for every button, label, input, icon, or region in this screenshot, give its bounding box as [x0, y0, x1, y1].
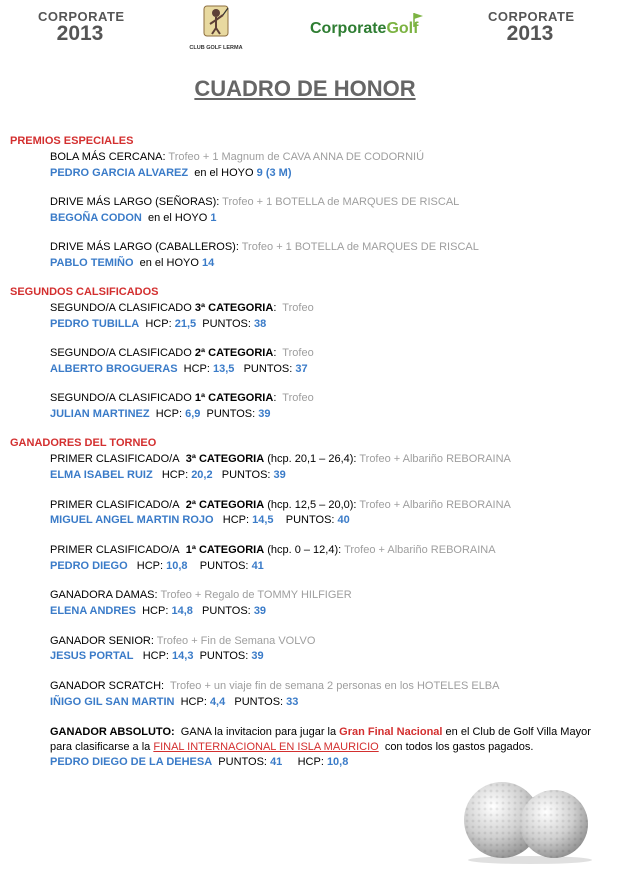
award-desc: Trofeo + Regalo de TOMMY HILFIGER: [160, 589, 352, 601]
points-label: PUNTOS:: [218, 756, 267, 768]
award-line: [50, 680, 499, 692]
hcp-value: 4,4: [209, 696, 226, 708]
award-line: [50, 589, 352, 601]
award-desc: Trofeo + Fin de Semana VOLVO: [156, 635, 316, 647]
flag-icon: [412, 12, 424, 28]
award-label: GANADOR SCRATCH:: [50, 680, 165, 692]
winner-line: [50, 605, 266, 617]
hcp-value: 14,8: [171, 605, 193, 617]
hcp-value: 21,5: [174, 318, 197, 330]
winner-name: PEDRO DIEGO: [50, 560, 128, 572]
final-internacional: FINAL INTERNACIONAL EN ISLA MAURICIO: [153, 741, 379, 753]
winner-line: [50, 167, 291, 179]
points-label: PUNTOS:: [234, 696, 284, 708]
corporate-label: CORPORATE: [488, 9, 575, 24]
hcp-label: HCP:: [155, 408, 183, 420]
category: 3ª CATEGORIA: [194, 302, 274, 314]
award-label: GANADOR SENIOR:: [50, 635, 154, 647]
award-prefix: SEGUNDO/A CLASIFICADO: [50, 392, 192, 404]
points-label: PUNTOS:: [202, 605, 251, 617]
winner-name: BEGOÑA CODON: [50, 212, 142, 224]
hoyo-label: en el HOYO: [139, 257, 199, 269]
corporate-logo-left: [38, 9, 125, 45]
points-label: PUNTOS:: [221, 469, 271, 481]
brand-part1: Corporate: [310, 20, 387, 37]
points-label: PUNTOS:: [243, 363, 293, 375]
points-value: 40: [337, 514, 350, 526]
award-prefix: PRIMER CLASIFICADO/A: [50, 453, 180, 465]
hcp-label: HCP:: [142, 605, 169, 617]
points-value: 39: [253, 605, 267, 617]
brand-part2: Golf: [386, 20, 419, 37]
hcp-range: (hcp. 12,5 – 20,0):: [267, 499, 357, 511]
colon: :: [273, 347, 277, 359]
winner-name: PABLO TEMIÑO: [50, 257, 134, 269]
award-desc: Trofeo: [282, 347, 314, 359]
points-value: 39: [251, 650, 264, 662]
award-desc: Trofeo + Albariño REBORAINA: [359, 453, 511, 465]
award-desc: Trofeo: [282, 302, 314, 314]
corporate-year: 2013: [506, 22, 554, 45]
hoyo-label: en el HOYO: [148, 212, 208, 224]
winner-name: JESUS PORTAL: [50, 650, 134, 662]
award-desc: Trofeo: [282, 392, 314, 404]
hcp-value: 10,8: [166, 560, 188, 572]
corporate-logo-right: [488, 9, 575, 45]
hoyo-label: en el HOYO: [194, 167, 254, 179]
absolute-winner-line1: [50, 726, 591, 738]
hcp-label: HCP:: [180, 696, 207, 708]
hcp-label: HCP:: [161, 469, 189, 481]
winner-line: [50, 696, 298, 708]
award-label: DRIVE MÁS LARGO (CABALLEROS):: [50, 241, 239, 253]
award-prefix: SEGUNDO/A CLASIFICADO: [50, 302, 192, 314]
hcp-label: HCP:: [145, 318, 172, 330]
hcp-label: HCP:: [222, 514, 250, 526]
section-heading-ganadores: GANADORES DEL TORNEO: [10, 437, 157, 449]
winner-name: ELMA ISABEL RUIZ: [50, 469, 153, 481]
award-line: [50, 151, 424, 163]
award-desc: Trofeo + un viaje fin de semana 2 personas en los HOTELES ELBA: [170, 680, 500, 692]
winner-name: PEDRO GARCIA ALVAREZ: [50, 167, 189, 179]
absolute-winner-line3: [50, 756, 348, 768]
hcp-label: HCP:: [297, 756, 324, 768]
absolute-text: GANA la invitacion para jugar la: [180, 726, 337, 738]
winner-name: PEDRO TUBILLA: [50, 318, 140, 330]
points-label: PUNTOS:: [202, 318, 251, 330]
corporate-label: CORPORATE: [38, 9, 125, 24]
hcp-value: 14,5: [252, 514, 274, 526]
award-label: DRIVE MÁS LARGO (SEÑORAS):: [50, 196, 220, 208]
colon: :: [273, 302, 277, 314]
corporate-year: 2013: [56, 22, 104, 45]
winner-name: PEDRO DIEGO DE LA DEHESA: [50, 756, 213, 768]
award-label: BOLA MÁS CERCANA:: [50, 151, 166, 163]
hcp-value: 10,8: [326, 756, 349, 768]
award-line: [50, 499, 511, 511]
hoyo-value: 14: [202, 257, 215, 269]
points-value: 41: [251, 560, 264, 572]
category: 2ª CATEGORIA: [194, 347, 274, 359]
absolute-winner-line2: [50, 741, 533, 753]
hcp-value: 20,2: [191, 469, 213, 481]
award-line: [50, 241, 479, 253]
award-desc: Trofeo + 1 Magnum de CAVA ANNA DE CODORNIÚ: [168, 151, 425, 163]
winner-name: MIGUEL ANGEL MARTIN ROJO: [50, 514, 214, 526]
winner-line: [50, 650, 264, 662]
points-value: 33: [286, 696, 299, 708]
absolute-text: para clasificarse a la: [50, 741, 151, 753]
hcp-label: HCP:: [142, 650, 169, 662]
points-label: PUNTOS:: [199, 650, 249, 662]
award-prefix: PRIMER CLASIFICADO/A: [50, 499, 180, 511]
award-line: [50, 635, 315, 647]
award-desc: Trofeo + 1 BOTELLA de MARQUES DE RISCAL: [241, 241, 479, 253]
absolute-label: GANADOR ABSOLUTO:: [50, 726, 175, 738]
hcp-value: 14,3: [172, 650, 194, 662]
winner-line: [50, 212, 217, 224]
points-value: 41: [270, 756, 283, 768]
category: 1ª CATEGORIA: [185, 544, 265, 556]
hcp-value: 13,5: [213, 363, 235, 375]
winner-name: ELENA ANDRES: [50, 605, 136, 617]
award-label: GANADORA DAMAS:: [50, 589, 158, 601]
points-value: 37: [295, 363, 308, 375]
points-value: 38: [254, 318, 267, 330]
award-line: [50, 302, 314, 314]
award-line: [50, 544, 496, 556]
absolute-text: con todos los gastos pagados.: [384, 741, 534, 753]
category: 2ª CATEGORIA: [185, 499, 265, 511]
golfer-icon: [186, 2, 246, 40]
award-line: [50, 196, 459, 208]
winner-line: [50, 257, 214, 269]
award-line: [50, 453, 511, 465]
award-prefix: PRIMER CLASIFICADO/A: [50, 544, 180, 556]
award-line: [50, 392, 314, 404]
hcp-label: HCP:: [136, 560, 164, 572]
award-line: [50, 347, 314, 359]
winner-line: [50, 363, 308, 375]
award-desc: Trofeo + Albariño REBORAINA: [344, 544, 496, 556]
page-title: CUADRO DE HONOR: [194, 76, 416, 101]
golf-balls-icon: [458, 776, 598, 864]
hcp-range: (hcp. 0 – 12,4):: [267, 544, 342, 556]
award-desc: Trofeo + 1 BOTELLA de MARQUES DE RISCAL: [222, 196, 460, 208]
hcp-value: 6,9: [185, 408, 201, 420]
colon: :: [273, 392, 277, 404]
club-name: CLUB GOLF LERMA: [189, 45, 243, 51]
winner-line: [50, 560, 264, 572]
points-label: PUNTOS:: [206, 408, 256, 420]
absolute-text: en el Club de Golf Villa Mayor: [445, 726, 591, 738]
final-nacional: Gran Final Nacional: [339, 726, 443, 738]
points-label: PUNTOS:: [285, 514, 335, 526]
club-logo: [186, 2, 246, 50]
hoyo-value: 1: [210, 212, 217, 224]
points-label: PUNTOS:: [199, 560, 249, 572]
corporate-golf-logo: [310, 20, 418, 38]
category: 3ª CATEGORIA: [185, 453, 265, 465]
award-desc: Trofeo + Albariño REBORAINA: [359, 499, 511, 511]
winner-line: [50, 469, 286, 481]
winner-line: [50, 318, 266, 330]
winner-name: JULIAN MARTINEZ: [50, 408, 150, 420]
section-heading-segundos: SEGUNDOS CALSIFICADOS: [10, 286, 159, 298]
hcp-label: HCP:: [183, 363, 210, 375]
points-value: 39: [258, 408, 271, 420]
winner-name: IÑIGO GIL SAN MARTIN: [50, 696, 175, 708]
hcp-range: (hcp. 20,1 – 26,4):: [267, 453, 357, 465]
winner-line: [50, 514, 350, 526]
category: 1ª CATEGORIA: [194, 392, 274, 404]
award-prefix: SEGUNDO/A CLASIFICADO: [50, 347, 192, 359]
winner-name: ALBERTO BROGUERAS: [50, 363, 178, 375]
hoyo-extra: (3 M): [265, 167, 292, 179]
section-heading-premios: PREMIOS ESPECIALES: [10, 135, 134, 147]
hoyo-value: 9: [256, 167, 263, 179]
points-value: 39: [273, 469, 286, 481]
winner-line: [50, 408, 271, 420]
